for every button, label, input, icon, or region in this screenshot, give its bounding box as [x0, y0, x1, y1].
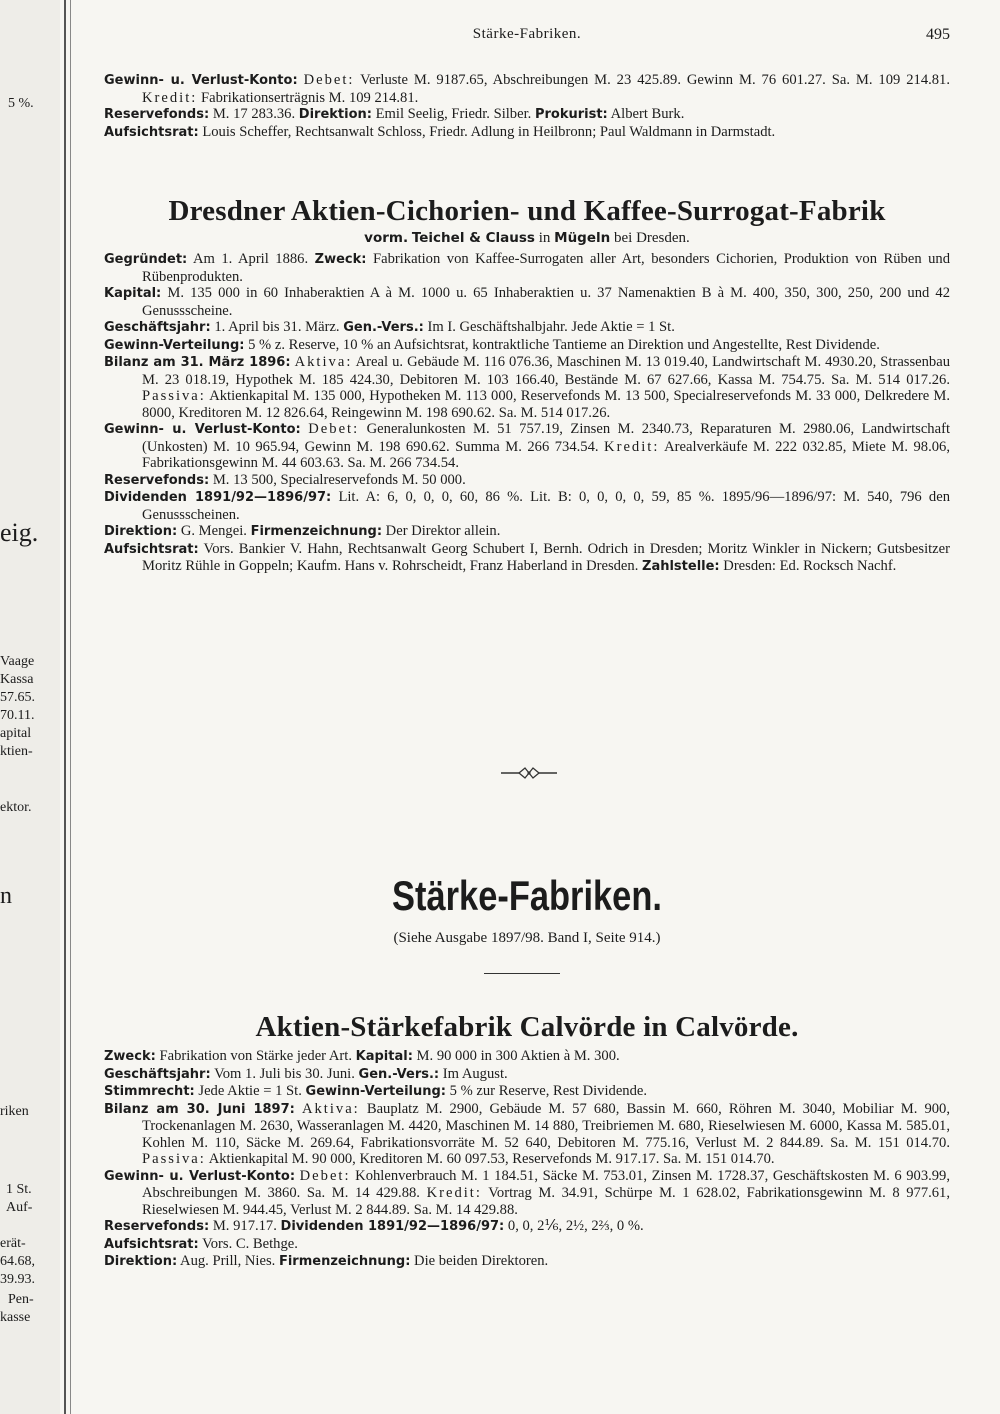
entry-label: Reservefonds: — [104, 472, 210, 488]
gutter-text: kasse — [0, 1310, 31, 1325]
entry-label: Geschäftsjahr: — [104, 1066, 211, 1082]
entry-label: Stimmrecht: — [104, 1084, 195, 1099]
entry-text: Louis Scheffer, Rechtsanwalt Schloss, Friedr. Adlung in Heilbronn; Paul Waldmann in Darmstadt. — [202, 123, 776, 140]
entry-text: Generalunkosten M. 51 757.19, Zinsen M. 2340.73, Reparaturen M. 2980.06, Landwirtschaft (Unkosten) M. 10 965.94, Gewinn M. 198 690.62. Summa M. 266 734.54. — [142, 421, 951, 455]
entry-text: Areal u. Gebäude M. 116 076.36, Maschinen M. 13 019.40, Landwirtschaft M. 4930.20, Strassenbau M. 23 018.19, Hypothek M. 185 424.30, Debitoren M. 103 166.40, Bestände M. 67 627.66, Kassa M. 754.75. Sa. M. 514 017.26. — [142, 354, 951, 388]
debet-label: Debet: — [308, 421, 360, 437]
board-paragraph — [104, 124, 950, 142]
entry-text: Verluste M. 9187.65, Abschreibungen M. 23 425.89. Gewinn M. 76 601.27. Sa. M. 109 214.81. — [360, 72, 951, 88]
reserve-paragraph — [104, 106, 950, 124]
entry-label: Aufsichtsrat: — [104, 1236, 199, 1252]
company-title: Aktien-Stärkefabrik Calvörde in Calvörde. — [255, 1011, 799, 1043]
subtitle-part: Mügeln — [554, 230, 611, 246]
gutter-text: 70.11. — [0, 708, 35, 723]
entry-text: M. 917.17. — [212, 1218, 277, 1234]
entry-label: Reservefonds: — [104, 1219, 210, 1234]
gutter-text: 39.93. — [0, 1272, 35, 1287]
company-title: Dresdner Aktien-Cichorien- und Kaffee-Surrogat-Fabrik — [168, 195, 886, 227]
entry-label: Direktion: — [298, 107, 372, 122]
entry-text: Lit. A: 6, 0, 0, 0, 60, 86 %. Lit. B: 0, 0, 0, 0, 59, 85 %. 1895/96—1896/97: M. 540, 796 den Genussscheinen. — [142, 489, 950, 523]
fiscal-year-paragraph — [104, 319, 950, 337]
profit-loss-paragraph — [104, 1168, 950, 1219]
subtitle-part: in — [538, 230, 551, 246]
entry-text: Der Direktor allein. — [385, 523, 501, 539]
entry-label: Gewinn- u. Verlust-Konto: — [104, 422, 301, 437]
entry-text: 0, 0, 2⅙, 2½, 2⅔, 0 %. — [507, 1218, 644, 1234]
entry-text: Bauplatz M. 2900, Gebäude M. 57 680, Bassin M. 660, Röhren M. 3040, Mobiliar M. 900, Trockenanlagen M. 2630, Wasseranlagen M. 4420, Maschinen M. 14 880, Treibriemen M. 680, Rieselwiesen M. 6000, Kassa M. 585.01, Kohlen M. 110, Säcke M. 269.64, Fabrikationsvorräte M. 52 640, Debitoren M. 775.16, Verlust M. 2 844.89. Sa. M. 151 014.70. — [142, 1100, 950, 1151]
subtitle-part: bei Dresden. — [614, 230, 690, 246]
entry-text: M. 90 000 in 300 Aktien à M. 300. — [416, 1048, 620, 1064]
gutter-text: 1 St. — [6, 1182, 32, 1197]
entry-text: Vors. Bankier V. Hahn, Rechtsanwalt Georg Schubert I, Bernh. Odrich in Dresden; Moritz Winkler in Nickern; Gutsbesitzer Moritz Rühle in Goppeln; Kaufm. Hans v. Rohrscheidt, Franz Haberland in Dresden. — [142, 540, 950, 574]
entry-label: Reservefonds: — [104, 107, 210, 122]
entry-text: 5 % zur Reserve, Rest Dividende. — [449, 1083, 648, 1099]
entry-label: Gen.-Vers.: — [358, 1066, 440, 1082]
gutter-text: 5 %. — [8, 96, 34, 111]
entry-text: Die beiden Direktoren. — [414, 1253, 549, 1269]
entry-label: Firmenzeichnung: — [278, 1254, 411, 1269]
gutter-text: Auf- — [6, 1200, 33, 1215]
management-paragraph — [104, 1253, 950, 1271]
aktiva-label: Aktiva: — [294, 354, 353, 370]
entry-text: Fabrikation von Stärke jeder Art. — [159, 1048, 352, 1064]
passiva-label: Passiva: — [142, 388, 206, 404]
entry-text: Aktienkapital M. 135 000, Hypotheken M. 113 000, Reservefonds M. 13 500, Specialreservefonds M. 33 000, Delkredere M. 8000, Kreditoren M. 12 826.64, Reingewinn M. 198 690.62. Sa. M. 514 017.26. — [142, 388, 950, 421]
entry-label: Dividenden 1891/92—1896/97: — [104, 490, 332, 505]
entry-text: Albert Burk. — [610, 106, 685, 122]
gutter-text: eig. — [0, 518, 39, 547]
company-entry-dresdner — [104, 194, 950, 576]
profit-loss-paragraph — [104, 72, 950, 106]
entry-label: Prokurist: — [534, 107, 608, 122]
entry-text: G. Mengei. — [180, 523, 247, 539]
left-page-margin — [0, 0, 60, 1414]
gutter-text: ektor. — [0, 800, 32, 815]
entry-text: Aktienkapital M. 90 000, Kreditoren M. 60 097.53, Reservefonds M. 917.17. Sa. M. 151 014.70. — [208, 1151, 775, 1167]
company-entry-calvoerde — [104, 1010, 950, 1271]
entry-label: Direktion: — [104, 524, 178, 539]
divider-rule — [484, 973, 560, 974]
previous-entry — [104, 72, 950, 141]
entry-label: Gewinn- u. Verlust-Konto: — [104, 73, 298, 88]
entry-text: Vors. C. Bethge. — [202, 1235, 298, 1252]
entry-text: 1. April bis 31. März. — [214, 319, 340, 335]
company-subtitle — [104, 230, 950, 247]
gutter-text: n — [0, 883, 12, 909]
entry-text: Aug. Prill, Nies. — [180, 1253, 276, 1269]
running-title: Stärke-Fabriken. — [472, 26, 582, 42]
kredit-label: Kredit: — [142, 89, 198, 106]
subtitle-part: vorm. — [364, 230, 409, 246]
entry-label: Geschäftsjahr: — [104, 320, 211, 335]
kredit-label: Kredit: — [426, 1185, 482, 1201]
entry-label: Gewinn-Verteilung: — [305, 1084, 446, 1099]
founded-paragraph — [104, 251, 950, 285]
debet-label: Debet: — [299, 1167, 351, 1184]
entry-text: Vom 1. Juli bis 30. Juni. — [214, 1065, 355, 1082]
entry-text: Dresden: Ed. Rocksch Nachf. — [723, 558, 897, 574]
profit-loss-paragraph — [104, 421, 950, 472]
entry-label: Kapital: — [355, 1049, 413, 1064]
section-ornament — [499, 766, 559, 785]
entry-text: Vortrag M. 34.91, Schürpe M. 1 628.02, Fabrikationsgewinn M. 8 977.61, Rieselwiesen M. 944.45, Verlust M. 2 844.89. Sa. M. 14 429.88. — [142, 1185, 951, 1218]
board-paragraph — [104, 1236, 950, 1254]
entry-label: Dividenden 1891/92—1896/97: — [280, 1219, 505, 1234]
page-fold-line — [64, 0, 66, 1414]
entry-text: Am 1. April 1886. — [192, 251, 309, 267]
passiva-label: Passiva: — [142, 1151, 206, 1167]
reserve-paragraph — [104, 472, 950, 490]
ornament-icon — [499, 766, 559, 780]
purpose-paragraph — [104, 1048, 950, 1066]
page-fold-line — [70, 0, 71, 1414]
entry-label: Kapital: — [104, 286, 162, 301]
voting-paragraph — [104, 1083, 950, 1101]
entry-label: Zweck: — [104, 1049, 156, 1064]
entry-label: Gewinn- u. Verlust-Konto: — [104, 1168, 296, 1184]
gutter-text: 57.65. — [0, 690, 35, 705]
section-subtitle: (Siehe Ausgabe 1897/98. Band I, Seite 914.) — [393, 930, 661, 946]
entry-label: Zweck: — [314, 252, 367, 267]
entry-label: Gegründet: — [104, 252, 188, 267]
page-number: 495 — [926, 26, 950, 43]
board-paragraph — [104, 541, 950, 576]
entry-text: Arealverkäufe M. 222 032.85, Miete M. 98.06, Fabrikationsgewinn M. 44 603.63. Sa. M. 266 734.54. — [142, 438, 950, 471]
subtitle-part: Teichel & Clauss — [411, 230, 535, 246]
entry-text: 5 % z. Reserve, 10 % an Aufsichtsrat, kontraktliche Tantieme an Direktion und Angestellte, Rest Dividende. — [248, 336, 880, 353]
section-title: Stärke-Fabriken. — [392, 872, 662, 919]
entry-label: Bilanz am 31. März 1896: — [104, 355, 291, 370]
entry-text: Kohlenverbrauch M. 1 184.51, Säcke M. 753.01, Zinsen M. 1728.37, Geschäftskosten M. 6 903.99, Abschreibungen M. 3860. Sa. M. 14 429.88. — [142, 1167, 950, 1201]
entry-label: Aufsichtsrat: — [104, 541, 199, 557]
kredit-label: Kredit: — [604, 438, 660, 455]
aktiva-label: Aktiva: — [301, 1100, 360, 1117]
entry-label: Firmenzeichnung: — [250, 524, 383, 539]
gutter-text: Pen- — [8, 1292, 34, 1307]
management-paragraph — [104, 523, 950, 541]
entry-text: Emil Seelig, Friedr. Silber. — [375, 106, 532, 122]
entry-label: Bilanz am 30. Juni 1897: — [104, 1101, 295, 1117]
entry-label: Direktion: — [104, 1254, 178, 1269]
balance-paragraph — [104, 354, 950, 421]
gutter-text: Kassa — [0, 672, 34, 687]
capital-paragraph — [104, 285, 950, 319]
debet-label: Debet: — [303, 72, 355, 88]
entry-text: Im August. — [442, 1065, 508, 1082]
profit-distribution-paragraph — [104, 337, 950, 355]
entry-text: M. 13 500, Specialreservefonds M. 50 000. — [212, 471, 466, 488]
dividends-paragraph — [104, 489, 950, 523]
gutter-text: erät- — [0, 1236, 26, 1251]
entry-label: Gen.-Vers.: — [343, 320, 424, 335]
entry-label: Aufsichtsrat: — [104, 124, 199, 140]
fiscal-year-paragraph — [104, 1066, 950, 1084]
gutter-text: Vaage — [0, 654, 35, 669]
reserve-paragraph — [104, 1218, 950, 1236]
entry-label: Zahlstelle: — [642, 559, 720, 574]
entry-text: M. 17 283.36. — [212, 106, 296, 122]
gutter-text: apital — [0, 726, 32, 741]
balance-paragraph — [104, 1101, 950, 1168]
gutter-text: 64.68, — [0, 1254, 35, 1269]
entry-text: Fabrikationserträgnis M. 109 214.81. — [201, 89, 419, 106]
entry-text: M. 135 000 in 60 Inhaberaktien A à M. 1000 u. 65 Inhaberaktien u. 37 Namenaktien B à M. 400, 350, 300, 250, 200 und 42 Genussscheine. — [142, 285, 950, 319]
entry-text: Fabrikation von Kaffee-Surrogaten aller Art, besonders Cichorien, Produktion von Rüben und Rübenprodukten. — [142, 251, 951, 285]
entry-text: Jede Aktie = 1 St. — [198, 1083, 302, 1099]
gutter-text: riken — [0, 1104, 29, 1119]
entry-label: Gewinn-Verteilung: — [104, 337, 245, 353]
entry-text: Im I. Geschäftshalbjahr. Jede Aktie = 1 St. — [427, 319, 675, 335]
gutter-text: ktien- — [0, 744, 33, 759]
running-header — [104, 26, 950, 48]
